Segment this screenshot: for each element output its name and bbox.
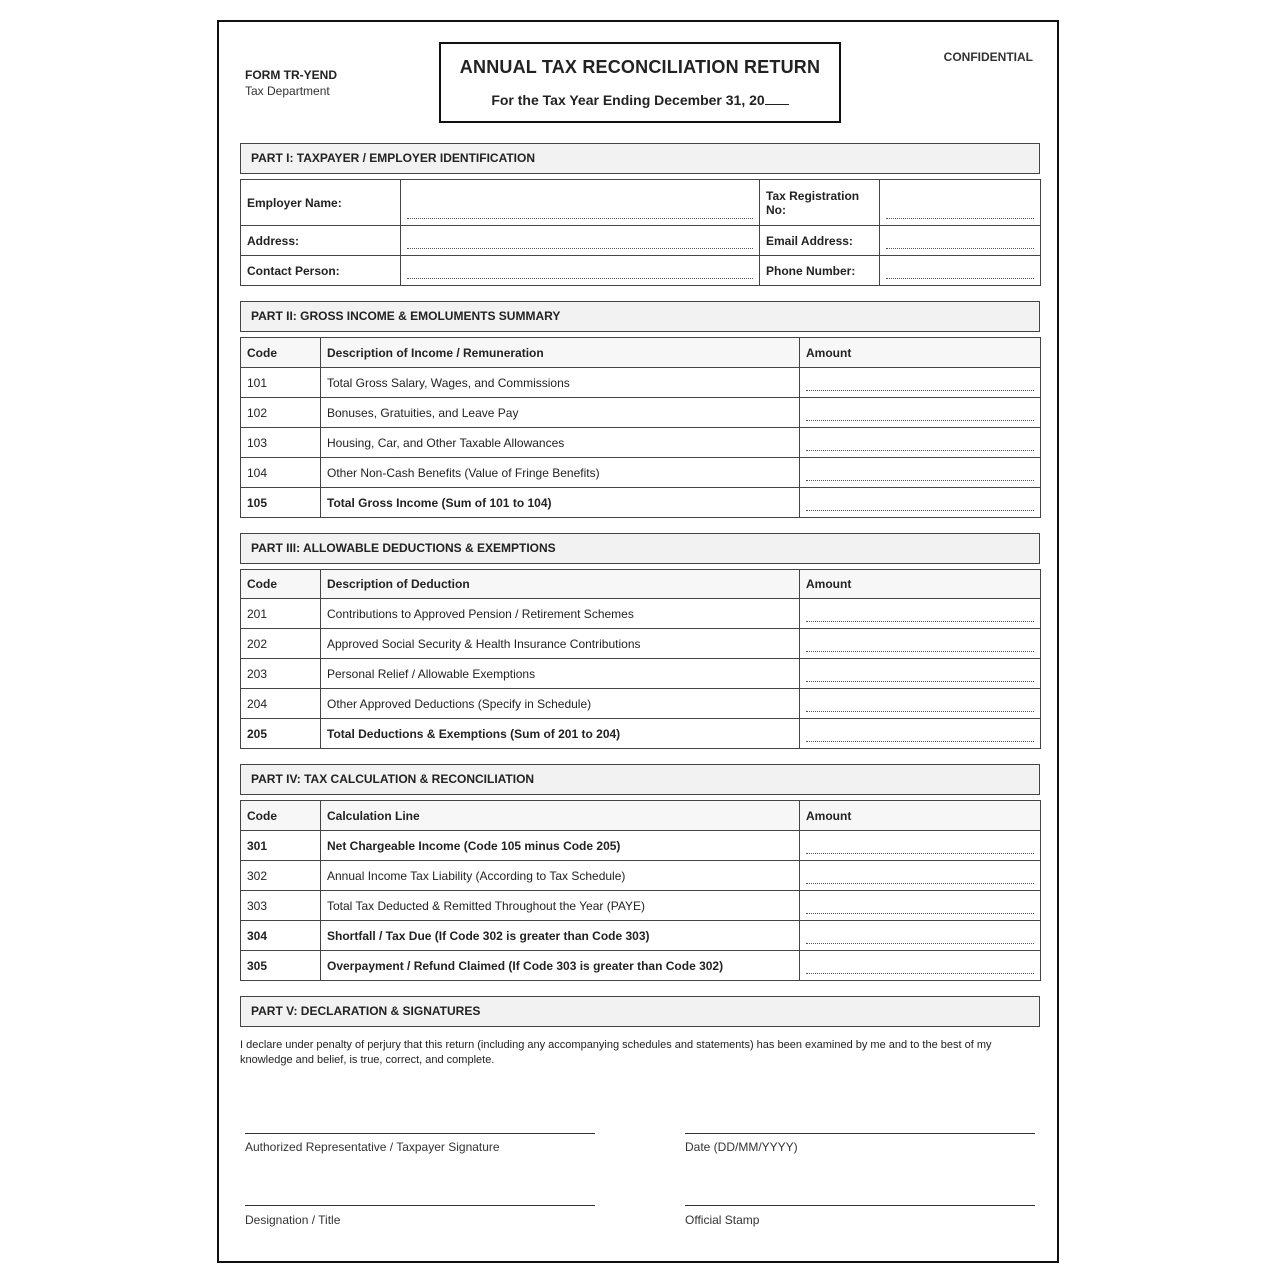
email-label: Email Address: (760, 226, 880, 256)
table-row (241, 921, 1041, 951)
tax-registration-field[interactable] (880, 180, 1041, 226)
identification-row (241, 226, 1041, 256)
row-code: 102 (241, 398, 321, 428)
title-box (439, 42, 841, 123)
phone-label: Phone Number: (760, 256, 880, 286)
table-header-row (241, 570, 1041, 599)
table-row (241, 689, 1041, 719)
row-code: 105 (241, 488, 321, 518)
amount-field[interactable] (800, 599, 1041, 629)
column-header-description: Calculation Line (321, 801, 800, 831)
deductions-table (240, 569, 1041, 749)
form-subtitle (441, 92, 839, 108)
row-description: Total Gross Income (Sum of 101 to 104) (321, 488, 800, 518)
row-description: Bonuses, Gratuities, and Leave Pay (321, 398, 800, 428)
form-code: FORM TR-YEND (245, 68, 337, 82)
amount-field[interactable] (800, 458, 1041, 488)
contact-person-label: Contact Person: (241, 256, 401, 286)
amount-field[interactable] (800, 891, 1041, 921)
tax-registration-label: Tax Registration No: (760, 180, 880, 226)
row-description: Approved Social Security & Health Insurance Contributions (321, 629, 800, 659)
row-code: 303 (241, 891, 321, 921)
part2-heading: PART II: GROSS INCOME & EMOLUMENTS SUMMARY (240, 301, 1040, 332)
column-header-code: Code (241, 338, 321, 368)
date-label: Date (DD/MM/YYYY) (685, 1140, 798, 1154)
amount-field[interactable] (800, 659, 1041, 689)
form-title: ANNUAL TAX RECONCILIATION RETURN (459, 57, 821, 77)
table-row (241, 458, 1041, 488)
amount-field[interactable] (800, 831, 1041, 861)
stamp-label: Official Stamp (685, 1213, 760, 1227)
column-header-code: Code (241, 801, 321, 831)
part4-heading: PART IV: TAX CALCULATION & RECONCILIATION (240, 764, 1040, 795)
table-header-row (241, 338, 1041, 368)
row-code: 103 (241, 428, 321, 458)
table-row-total (241, 488, 1041, 518)
row-code: 202 (241, 629, 321, 659)
amount-field[interactable] (800, 428, 1041, 458)
row-description: Annual Income Tax Liability (According to Tax Schedule) (321, 861, 800, 891)
date-line[interactable] (685, 1133, 1035, 1134)
signature-line[interactable] (245, 1133, 595, 1134)
column-header-description: Description of Deduction (321, 570, 800, 599)
employer-name-label: Employer Name: (241, 180, 401, 226)
address-field[interactable] (401, 226, 760, 256)
table-row (241, 659, 1041, 689)
part5-heading: PART V: DECLARATION & SIGNATURES (240, 996, 1040, 1027)
row-code: 302 (241, 861, 321, 891)
amount-field[interactable] (800, 368, 1041, 398)
amount-field[interactable] (800, 921, 1041, 951)
tax-form-page (217, 20, 1059, 1263)
column-header-amount: Amount (800, 570, 1041, 599)
email-field[interactable] (880, 226, 1041, 256)
amount-field[interactable] (800, 951, 1041, 981)
tax-year-blank[interactable] (765, 92, 789, 105)
contact-person-field[interactable] (401, 256, 760, 286)
table-row (241, 831, 1041, 861)
column-header-description: Description of Income / Remuneration (321, 338, 800, 368)
designation-label: Designation / Title (245, 1213, 341, 1227)
department-name: Tax Department (245, 84, 330, 98)
row-code: 201 (241, 599, 321, 629)
amount-field[interactable] (800, 488, 1041, 518)
row-description: Other Non-Cash Benefits (Value of Fringe Benefits) (321, 458, 800, 488)
amount-field[interactable] (800, 629, 1041, 659)
identification-row (241, 180, 1041, 226)
signature-label: Authorized Representative / Taxpayer Signature (245, 1140, 500, 1154)
row-description: Housing, Car, and Other Taxable Allowances (321, 428, 800, 458)
row-description: Total Gross Salary, Wages, and Commissions (321, 368, 800, 398)
row-code: 205 (241, 719, 321, 749)
table-header-row (241, 801, 1041, 831)
row-code: 203 (241, 659, 321, 689)
table-row (241, 951, 1041, 981)
column-header-amount: Amount (800, 338, 1041, 368)
row-description: Total Deductions & Exemptions (Sum of 201 to 204) (321, 719, 800, 749)
address-label: Address: (241, 226, 401, 256)
income-table (240, 337, 1041, 518)
row-code: 301 (241, 831, 321, 861)
identification-table (240, 179, 1041, 286)
amount-field[interactable] (800, 689, 1041, 719)
row-description: Personal Relief / Allowable Exemptions (321, 659, 800, 689)
row-code: 305 (241, 951, 321, 981)
row-code: 104 (241, 458, 321, 488)
amount-field[interactable] (800, 398, 1041, 428)
row-code: 204 (241, 689, 321, 719)
designation-line[interactable] (245, 1205, 595, 1206)
table-row-total (241, 719, 1041, 749)
row-description: Shortfall / Tax Due (If Code 302 is greater than Code 303) (321, 921, 800, 951)
row-code: 304 (241, 921, 321, 951)
amount-field[interactable] (800, 719, 1041, 749)
row-description: Overpayment / Refund Claimed (If Code 303 is greater than Code 302) (321, 951, 800, 981)
table-row (241, 368, 1041, 398)
confidential-label: CONFIDENTIAL (943, 50, 1033, 64)
row-description: Contributions to Approved Pension / Retirement Schemes (321, 599, 800, 629)
row-description: Other Approved Deductions (Specify in Schedule) (321, 689, 800, 719)
identification-row (241, 256, 1041, 286)
calculation-table (240, 800, 1041, 981)
table-row (241, 599, 1041, 629)
part1-heading: PART I: TAXPAYER / EMPLOYER IDENTIFICATION (240, 143, 1040, 174)
phone-field[interactable] (880, 256, 1041, 286)
row-code: 101 (241, 368, 321, 398)
employer-name-field[interactable] (401, 180, 760, 226)
tax-year-text: For the Tax Year Ending December 31, 20 (491, 92, 765, 108)
table-row (241, 629, 1041, 659)
column-header-amount: Amount (800, 801, 1041, 831)
stamp-line[interactable] (685, 1205, 1035, 1206)
table-row (241, 428, 1041, 458)
row-description: Net Chargeable Income (Code 105 minus Code 205) (321, 831, 800, 861)
table-row (241, 398, 1041, 428)
table-row (241, 861, 1041, 891)
amount-field[interactable] (800, 861, 1041, 891)
column-header-code: Code (241, 570, 321, 599)
part3-heading: PART III: ALLOWABLE DEDUCTIONS & EXEMPTIONS (240, 533, 1040, 564)
declaration-text: I declare under penalty of perjury that this return (including any accompanying schedules and statements) has been examined by me and to the best of my knowledge and belief, is true, correct, and complete. (240, 1039, 992, 1066)
table-row (241, 891, 1041, 921)
row-description: Total Tax Deducted & Remitted Throughout the Year (PAYE) (321, 891, 800, 921)
